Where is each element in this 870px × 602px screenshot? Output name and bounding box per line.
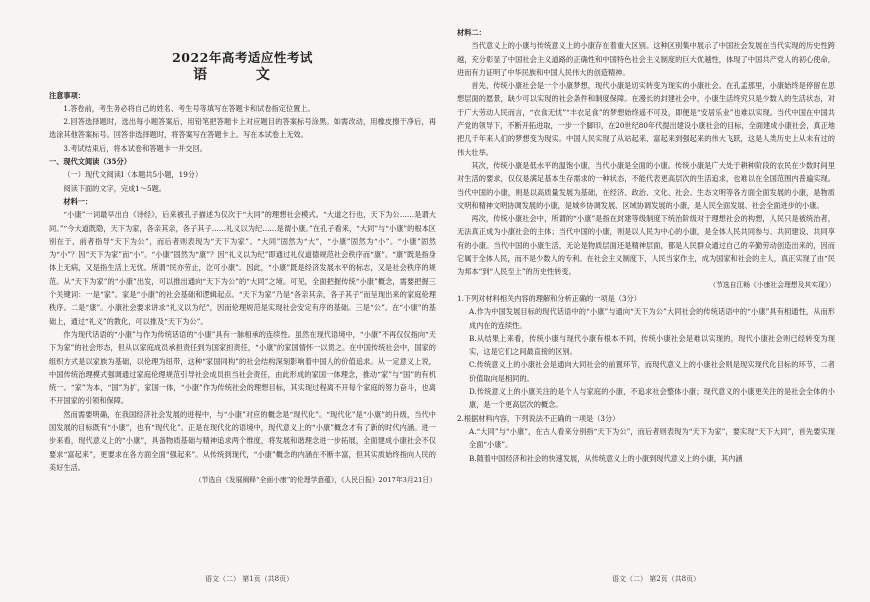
material-paragraph: 再次，传统小康社会中，所谓的“小康”是指在封建等级制度下统治阶级对于理想社会的构想，人民只是被统治者，无法真正成为小康社会的主体；当代中国的小康，则是以人民为中心的小康，是全体人民共同参与、共同建设、共同享有的小康。当代中国的小康生活，无论是物质层面还是精神层面，都是人民群众通过自己的辛勤劳动创造出来的，因而它属于全体人民，而不是少数人的专利。在社会主义制度下，人民当家作主，成为国家和社会的主人，真正实现了由“民为邦本”到“人民至上”的历史性转变。 [457,214,835,277]
question-option: B.从结果上来看，传统小康与现代小康有根本不同，传统小康社会是难以实现的，现代小康社会则已经转变为现实，这是它们之间最直接的区别。 [469,333,835,357]
question-option: A.“大同”与“小康”，在古人看来分别指“天下为公”，而后者则表现为“天下为家”，要实现“天下大同”，首先要实现全面“小康”。 [469,426,835,450]
right-column [457,0,835,602]
material-paragraph: 当代意义上的小康与传统意义上的小康存在着重大区别。这种区别集中展示了中国社会发展在当代实现的历史性跨越，充分彰显了中国社会主义道路的正确性和中国特色社会主义制度的巨大优越性，体现了中国共产党人的初心使命，进而有力证明了中华民族和中国人民伟大的创造精神。 [457,41,835,77]
page-footer-left: 语文（二） 第1页（共8页） [205,575,294,583]
notes-item: 1.答卷前，考生务必将自己的姓名、考生号等填写在答题卡和试卷指定位置上。 [63,103,315,113]
question-option: A.作为中国发展目标的现代话语中的“小康”与通向“天下为公”大同社会的传统话语中的“小康”具有相通性，从而形成内在的连续性。 [469,307,835,330]
material-paragraph: 其次，传统小康是低水平的温饱小康，当代小康是全面的小康。传统小康是广大处于耕种阶段的农民在少数时间里对生活的要求，仅仅是满足基本生存需求的一种状态，不能代表更高层次的生活追求，也难以在全国范围内普遍实现。当代中国的小康，则是以高质量发展为基础，在经济、政治、文化、社会、生态文明等各方面全面发展的小康，是物质文明和精神文明协调发展的小康，是城乡协调发展、区域协调发展的小康，是人民全面发展、社会全面进步的小康。 [457,160,835,210]
question-option: C.传统意义上的小康社会是通向大同社会的前置环节，而现代意义上的小康社会则是现实现代化目标的环节，二者价值取向是相同的。 [469,360,835,383]
source-citation: （节选自江畅《小康社会理想及其实现》） [709,280,835,289]
notes-item: 3.考试结束后，将本试卷和答题卡一并交回。 [63,143,207,153]
subject-title: 语 文 [193,67,292,84]
question-stem: 1.下列对材料相关内容的理解和分析正确的一项是（3分） [457,293,641,303]
subsection-heading: （一）现代文阅读Ⅰ（本题共5小题，19分） [63,170,203,180]
question-option: B.随着中国经济和社会的快速发展，从传统意义上的小康到现代意义上的小康，其内涵 [469,453,743,463]
section-heading: 一、现代文阅读（35分） [49,157,131,167]
source-citation: （节选自《发展阐释“全面小康”的伦理学意蕴》，《人民日报》2017年3月21日） [194,476,436,485]
notes-heading: 注意事项： [49,90,85,100]
material-paragraph: 作为现代话语的“小康”与作为传统话语的“小康”具有一脉相承的连续性。虽然在现代语境中，“小康”不再仅仅指向“天下为家”的社会形态，但从以家庭成员承担责任到为国家担责任，“小康”的家国情怀一以贯之。在中国传统社会中，国家的组织方式是以家族为基础，以伦理为纽带，这种“家国同构”的社会结构深刻影响着中国人的价值追求。从一定意义上说，中国传统治理模式强调通过家庭伦理规范引导社会成员担当社会责任，由此形成的家国一体理念，推动“家”与“国”的有机统一。“家”为本，“国”为扩，家国一体，“小康”作为传统社会的理想目标，其实现过程离不开每个家庭的努力奋斗，也离不开国家的引领和保障。 [49,329,436,406]
material-label: 材料一： [63,196,93,206]
left-column [49,0,436,602]
material-paragraph: 然而需要明确，在我国经济社会发展的进程中，与“小康”对应的概念是“现代化”。“现代化”是“小康”的升级，当代中国发展的目标既有“小康”，也有“现代化”。正是在现代化的语境中，现代意义上的“小康”概念才有了新的时代内涵。进一步来看，现代意义上的“小康”，具备物质基础与精神追求两个维度，将发展和谐理念进一步拓展，全面建成小康社会不仅要求“富起来”，更要求在各方面全面“强起来”。从传统到现代，“小康”概念的内涵在不断丰富，但其实质始终指向人民的美好生活。 [49,409,436,472]
page-footer-right: 语文（二） 第2页（共8页） [612,575,701,583]
exam-title: 2022年高考适应性考试 [172,50,313,65]
reading-instruction: 阅读下面的文字，完成1～5题。 [63,183,166,193]
material-paragraph: 首先，传统小康社会是一个小康梦想，现代小康是切实转变为现实的小康社会。在孔孟那里，小康始终是停留在思想层面的愿景，缺少可以实现的社会条件和制度保障。在漫长的封建社会中，小康生活终究只是少数人的生活状态，对于广大劳动人民而言，“衣食无忧”“丰衣足食”的梦想始终遥不可及，即便是“安居乐业”也难以实现。当代中国在中国共产党的领导下，不断开拓进取，一步一个脚印，在20世纪80年代提出建设小康社会的目标，全面建成小康社会，真正地把几千年来人们的梦想变为现实。中国人民实现了从站起来、富起来到强起来的伟大飞跃，这是人类历史上从未有过的伟大壮举。 [457,81,835,157]
notes-item: 2.回答选择题时，选出每小题答案后，用铅笔把答题卡上对应题目的答案标号涂黑。如需改动，用橡皮擦干净后，再选涂其他答案标号。回答非选择题时，将答案写在答题卡上。写在本试卷上无效。 [49,117,436,140]
question-option: D.传统意义上的小康关注的是个人与家庭的小康，不追求社会整体小康；现代意义的小康更关注的是社会全体的小康，是一个更高层次的概念。 [469,387,835,410]
question-stem: 2.根据材料内容，下列说法不正确的一项是（3分） [457,413,620,423]
material-paragraph: “小康”一词最早出自《诗经》，后来被孔子描述为仅次于“大同”的理想社会模式。“大道之行也，天下为公……是谓大同。”“今大道既隐，天下为家，各亲其亲，各子其子……礼义以为纪……是谓小康。”在孔子看来，“大同”与“小康”的根本区别在于，前者指导“天下为公”，而后者则表现为“天下为家”。“大同”固然为“大”，“小康”固然为“小”。“小康”固然为“小”？因“天下为家”而“小”。“小康”固然为“康”？因“礼义以为纪”即通过礼仪道德规范社会秩序而“康”。“康”既是指身体上无病，又是指生活上无忧。所谓“民亦劳止，汔可小康”。因此，“小康”既是经济发展水平的标志，又是社会秩序的规范。从“天下为家”的“小康”出发，可以推出通向“天下为公”的“大同”之境。可见，全面把握传统“小康”概念，需要把握三个关键词：一是“家”。家是“小康”的社会基础和逻辑起点。“天下为家”乃是“各亲其亲，各子其子”而呈现出来的家庭伦理秩序。二是“康”。小康社会要求讲求“礼义以为纪”，因而伦理规范是实现社会安定有序的基础。三是“公”。在“小康”的基础上，通过“礼义”的教化，可以推及“天下为公”。 [49,210,436,326]
material-label: 材料二： [457,28,486,37]
